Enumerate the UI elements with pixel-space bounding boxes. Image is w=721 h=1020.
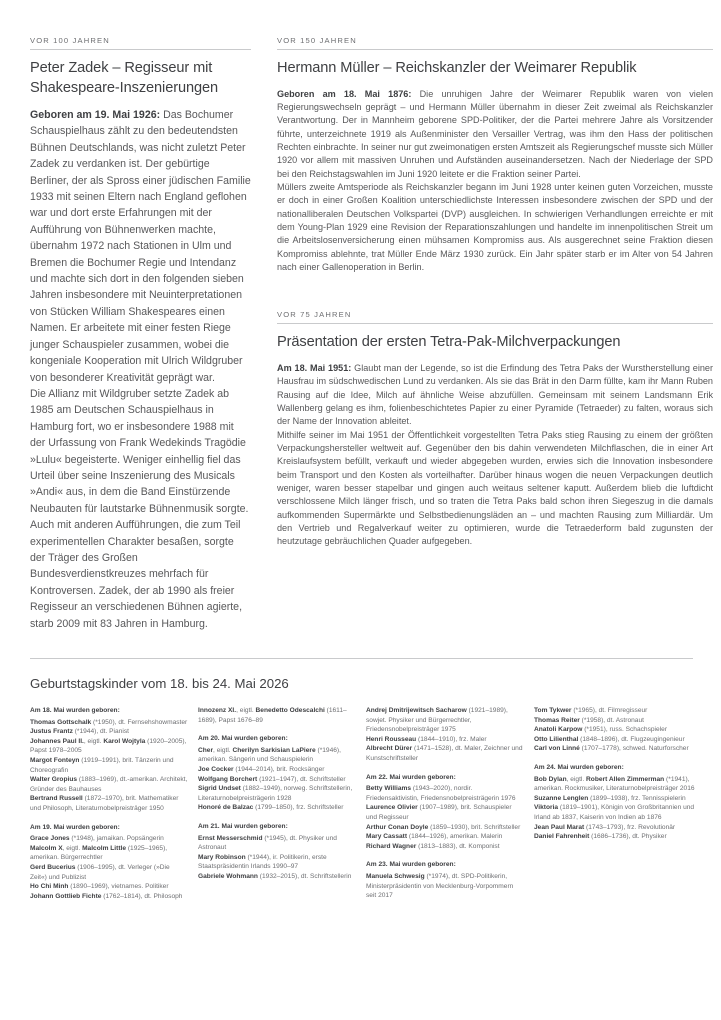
birthday-columns — [30, 706, 693, 901]
birthday-person-detail: (1932–2015), dt. Schriftstellerin — [257, 872, 352, 880]
birthday-entry — [534, 803, 702, 822]
birthday-person-name: Andrej Dmitrijewitsch Sacharow — [366, 707, 467, 714]
birthday-person-detail: (1921–1989), sowjet. Physiker und Bürgerrechtler, Friedensnobelpreisträger 1975 — [366, 707, 508, 734]
birthday-person-detail: (*1941), amerikan. Rockmusiker, Literaturnobelpreisträger 2016 — [534, 775, 695, 793]
paragraph — [30, 107, 251, 386]
birthday-person-name: Joe Cocker — [198, 765, 234, 773]
birthday-entry — [534, 706, 702, 716]
birthday-person-name: Betty Williams — [366, 785, 412, 793]
kicker-vor-150-jahren: VOR 150 JAHREN — [277, 36, 713, 50]
birthday-column — [30, 706, 198, 901]
birthday-person-detail: (*1974), dt. SPD-Politikerin, Ministerpräsidentin von Mecklenburg-Vorpommern seit 2017 — [366, 872, 514, 900]
birthday-person-name: Jean Paul Marat — [534, 823, 585, 831]
birthday-entry — [30, 882, 188, 892]
birthday-entry — [534, 716, 702, 726]
birthday-person-detail: (*1965), dt. Filmregisseur — [571, 707, 648, 714]
birthday-person-name: Suzanne Lenglen — [534, 794, 589, 802]
birthday-person-name: Henri Rousseau — [366, 735, 417, 743]
paragraph — [277, 362, 713, 429]
article-column-right — [277, 36, 713, 549]
birthday-person-name: Laurence Olivier — [366, 804, 418, 812]
birthday-person-detail: (*1948), jamaikan. Popsängerin — [69, 835, 164, 843]
article-lead-mueller: Geboren am 18. Mai 1876: — [277, 88, 412, 99]
birthday-person-name: Margot Fonteyn — [30, 756, 80, 764]
birthday-entry — [366, 872, 524, 901]
birthday-section — [30, 675, 693, 901]
birthday-person-name: Innozenz XI. — [198, 707, 237, 714]
birthday-person-name: Albrecht Dürer — [366, 745, 413, 753]
birthday-person-detail: (1813–1883), dt. Komponist — [416, 842, 500, 850]
birthday-entry — [534, 735, 702, 745]
article-headline-tetrapak: Präsentation der ersten Tetra-Pak-Milchverpackungen — [277, 334, 621, 351]
article-body-zadek — [30, 107, 251, 632]
birthday-person-detail: (1872–1970), brit. Mathematiker und Philosoph, Literaturnobelpreisträger 1950 — [30, 795, 179, 812]
paragraph: Die Allianz mit Wildgruber setzte Zadek ab 1985 am Deutschen Schauspielhaus in Hamburg fort, wo er insbesondere 1988 mit der Urfassung von Frank Wedekinds Tragödie »Lulu« begeisterte. Weniger einhellig fiel das Urteil über seine Inszenierung des Musicals »Andi« aus, in dem die Band Einstürzende Neubauten für lautstarke Bühnenmusik sorgte. Auch mit anderen Aufführungen, die zum Teil experimentellen Charakter besaßen, sorgte der Träger des Großen Bundesverdienstkreuzes mehrfach für Kontroversen. Zadek, der ab 1990 als freier Regisseur an verschiedenen Bühnen agierte, starb 2009 mit 83 Jahren in Hamburg. — [30, 387, 249, 630]
birthday-entry — [30, 756, 188, 775]
birthday-person-detail: (1471–1528), dt. Maler, Zeichner und Kunstschriftsteller — [366, 745, 523, 762]
birthday-person-name: Karol Wojtyla — [103, 737, 146, 745]
birthday-entry — [366, 784, 524, 803]
birthday-person-name: Carl von Linné — [534, 745, 580, 753]
birthday-person-detail: (1921–1947), dt. Schriftsteller — [257, 775, 346, 783]
article-body-tetrapak — [277, 362, 713, 549]
birthday-person-name: Mary Cassatt — [366, 833, 408, 841]
birthday-person-detail: (*1945), dt. Physiker und Astronaut — [198, 834, 337, 852]
paragraph: Müllers zweite Amtsperiode als Reichskanzler begann im Juni 1928 unter keinen guten Vorzeichen, musste er doch in einer Großen Koalition unterschiedlichste Interessen insbesondere zwischen der SPD und der nationalliberalen Deutschen Volkspartei (DVP) ausgleichen. In schwierigen Verhandlungen erreichte er mit dem Young-Plan 1929 eine Revision der Reparationszahlungen und handelte im innenpolitischen Streit um die Arbeitslosenversicherung einen mühsamen Kompromiss aus. Als ausgerechnet seine Fraktion diesen Kompromiss ablehnte, trat Müller Ende März 1930 zurück. Ein Jahr später starb er im Alter von 54 Jahren nach einer Gallenoperation in Berlin. — [277, 181, 713, 272]
birthday-entry — [534, 775, 702, 794]
birthday-person-detail: (1686–1736), dt. Physiker — [589, 833, 667, 841]
birthday-person-detail: (1919–1991), brit. Tänzerin und Choreografin — [30, 756, 174, 774]
birthday-person-name: Daniel Fahrenheit — [534, 833, 590, 841]
paragraph: Mithilfe seiner im Mai 1951 der Öffentlichkeit vorgestellten Tetra Paks stieg Rausing zu einem der größten Verpackungshersteller weltweit auf. Gegenüber den bis dahin verwendeten Milchflaschen, die in einer Art Kreislaufsystem befüllt, verkauft und wieder abgegeben wurden, erwies sich die Innovation insbesondere beim Transport und den Kosten als vorteilhafter. Darüber hinaus wogen die neuen Verpackungen deutlich weniger, waren besser stapelbar und gingen auch weitaus seltener kaputt. Außerdem blieb die luftdicht verschlossene Milch länger frisch, und so traten die Tetra Paks bald schon ihren Siegeszug in die damals aufkommenden Supermärkte und Selbstbedienungsläden an – und machten Rausing zum Milliardär. Um den Vertrieb und Regalverkauf weiter zu optimieren, wurde die Tetraederform bald zugunsten der heutzutage gebräuchlichen Quader aufgegeben. — [277, 429, 713, 547]
birthday-person-name: Johannes Paul II. — [30, 737, 84, 745]
birthday-entry — [534, 832, 702, 842]
birthday-person-name: Bob Dylan — [534, 775, 567, 783]
article-lead-tetrapak: Am 18. Mai 1951: — [277, 362, 352, 373]
birthday-person-detail: , eigtl. — [236, 707, 256, 714]
birthday-entry — [198, 872, 356, 882]
birthday-entry — [30, 794, 188, 813]
birthday-entry — [30, 844, 188, 863]
birthday-person-detail: (1819–1901), Königin von Großbritannien und Irland ab 1837, Kaiserin von Indien ab 1876 — [534, 804, 695, 821]
birthday-person-detail: (1883–1969), dt.-amerikan. Architekt, Gründer des Bauhauses — [30, 776, 188, 793]
birthday-entry — [534, 725, 702, 735]
birthday-day-label: Am 18. Mai wurden geboren: — [30, 707, 120, 714]
birthday-person-detail: (1844–1910), frz. Maler — [416, 735, 487, 743]
birthday-person-name: Wolfgang Borchert — [198, 775, 258, 783]
top-articles-area — [30, 36, 714, 632]
section-divider — [30, 658, 693, 659]
birthday-person-name: Manuela Schwesig — [366, 872, 425, 880]
kicker-vor-75-jahren: VOR 75 JAHREN — [277, 310, 713, 324]
birthday-person-name: Otto Lilienthal — [534, 735, 579, 743]
birthday-person-detail: , eigtl. — [566, 775, 587, 783]
article-headline-mueller: Hermann Müller – Reichskanzler der Weimarer Republik — [277, 60, 637, 76]
birthday-person-name: Walter Gropius — [30, 776, 78, 784]
birthday-person-name: Benedetto Odescalchi — [255, 707, 325, 714]
birthday-person-name: Grace Jones — [30, 835, 70, 843]
birthday-person-detail: (*1950), dt. Fernsehshowmaster — [91, 718, 188, 726]
birthday-person-detail: (1844–1926), amerikan. Malerin — [407, 833, 503, 841]
birthday-entry — [30, 834, 188, 844]
birthday-person-detail: (1799–1850), frz. Schriftsteller — [253, 804, 344, 812]
birthday-person-name: Richard Wagner — [366, 842, 417, 850]
birthday-entry — [366, 832, 524, 842]
article-body-mueller — [277, 88, 713, 275]
birthday-entry — [198, 765, 356, 775]
birthday-person-detail: (1943–2020), nordir. Friedensaktivistin, Friedensnobelpreisträgerin 1976 — [366, 785, 516, 802]
birthday-section-title: Geburtstagskinder vom 18. bis 24. Mai 2026 — [30, 676, 289, 691]
birthday-person-name: Sigrid Undset — [198, 785, 241, 793]
birthday-entry — [30, 775, 188, 794]
birthday-person-name: Gabriele Wohmann — [198, 872, 258, 880]
birthday-person-name: Tom Tykwer — [534, 707, 572, 714]
birthday-person-detail: (1707–1778), schwed. Naturforscher — [579, 745, 689, 753]
birthday-entry — [198, 746, 356, 765]
birthday-column — [366, 706, 534, 901]
birthday-day-label: Am 21. Mai wurden geboren: — [198, 822, 288, 830]
article-headline-zadek: Peter Zadek – Regisseur mit Shakespeare-Inszenierungen — [30, 60, 219, 96]
birthday-person-name: Thomas Reiter — [534, 716, 580, 724]
birthday-person-name: Malcolm X — [30, 844, 63, 852]
birthday-person-name: Anatoli Karpow — [534, 726, 583, 734]
birthday-entry — [198, 784, 356, 803]
birthday-entry — [30, 892, 188, 902]
birthday-person-detail: (1944–2014), brit. Rocksänger — [233, 765, 325, 773]
birthday-person-detail: (1611–1689), Papst 1676–89 — [198, 707, 347, 724]
birthday-entry — [534, 744, 702, 754]
article-lead-zadek: Geboren am 19. Mai 1926: — [30, 109, 161, 121]
birthday-entry — [366, 744, 524, 763]
birthday-person-name: Malcolm Little — [82, 844, 127, 852]
birthday-person-detail: (*1944), dt. Pianist — [72, 728, 129, 736]
birthday-entry — [198, 853, 356, 872]
birthday-person-name: Honoré de Balzac — [198, 804, 254, 812]
birthday-entry — [534, 823, 702, 833]
birthday-column — [198, 706, 366, 901]
birthday-person-detail: (1743–1793), frz. Revolutionär — [584, 823, 676, 831]
birthday-day-label: Am 19. Mai wurden geboren: — [30, 823, 120, 831]
birthday-person-name: Arthur Conan Doyle — [366, 823, 429, 831]
birthday-person-name: Thomas Gottschalk — [30, 718, 92, 726]
birthday-entry — [366, 823, 524, 833]
birthday-person-detail: (1882–1949), norweg. Schriftstellerin, Literaturnobelpreisträgerin 1928 — [198, 785, 353, 802]
birthday-entry — [366, 842, 524, 852]
birthday-person-detail: (1890–1969), vietnames. Politiker — [68, 883, 169, 891]
birthday-person-detail: (1920–2005), Papst 1978–2005 — [30, 737, 187, 755]
birthday-person-name: Gerd Bucerius — [30, 863, 76, 871]
birthday-entry — [30, 718, 188, 728]
birthday-entry — [30, 727, 188, 737]
birthday-entry — [534, 794, 702, 804]
birthday-person-name: Ho Chi Minh — [30, 883, 69, 891]
birthday-person-name: Cherilyn Sarkisian LaPiere — [232, 746, 316, 754]
birthday-person-detail: (1925–1965), amerikan. Bürgerrechtler — [30, 844, 168, 862]
article-body-text-1: Die unruhigen Jahre der Weimarer Republik waren von vielen Regierungswechseln geprägt – und Hermann Müller übernahm in dieser Zeit zweimal als Reichskanzler Verantwortung. Der in Mannheim geborene SPD-Politiker, der die Partei mehrere Jahre als Vorsitzender führte, unterzeichnete 1919 als Außenminister den Versailler Vertrag, was ihm den Hass der politischen Rechten einbrachte. In seiner nur gut zweimonatigen ersten Amtszeit als Regierungschef musste sich Müller 1920 vor allem mit massiven Unruhen und Aufständen auseinandersetzen. Nach der Niederlage der SPD bei den Reichstagswahlen im Juni 1920 leitete er die Fraktion seiner Partei. — [277, 88, 714, 179]
article-body-text-1: Das Bochumer Schauspielhaus zählt zu den bedeutendsten Bühnen Deutschlands, was nicht zuletzt Peter Zadek zu verdanken ist. Der gebürtige Berliner, der als Spross einer jüdischen Familie 1933 mit seinen Eltern nach England geflohen war und dort erste Erfahrungen mit der Aufführung von Bühnenwerken machte, übernahm 1972 nach Stationen in Ulm und Bremen die Bochumer Regie und Intendanz und machte sich dort in den folgenden sieben Jahren insbesondere mit Neuinterpretationen von Stücken William Shakespeares einen Namen. Er arbeitete mit einer festen Riege junger Schauspieler zusammen, wobei die kongeniale Kooperation mit Ulrich Wildgruber von besonderer Kreativität geprägt war. — [30, 109, 251, 384]
birthday-person-detail: (1762–1814), dt. Philosoph — [101, 892, 183, 900]
birthday-person-name: Johann Gottlieb Fichte — [30, 892, 102, 900]
birthday-person-detail: , eigtl. — [62, 844, 83, 852]
birthday-person-detail: (1859–1930), brit. Schriftsteller — [428, 823, 521, 831]
birthday-day-label: Am 24. Mai wurden geboren: — [534, 763, 624, 771]
birthday-person-detail: , eigtl. — [213, 746, 233, 754]
article-column-left — [30, 36, 251, 632]
kicker-vor-100-jahren: VOR 100 JAHREN — [30, 36, 251, 50]
birthday-entry — [198, 775, 356, 785]
birthday-person-detail: (*1944), ir. Politikerin, erste Staatspräsidentin Irlands 1990–97 — [198, 853, 327, 871]
birthday-entry — [198, 706, 356, 725]
birthday-person-detail: (1907–1989), brit. Schauspieler und Regisseur — [366, 804, 512, 821]
paragraph — [277, 88, 713, 181]
birthday-entry — [198, 834, 356, 853]
birthday-entry — [366, 803, 524, 822]
birthday-person-name: Robert Allen Zimmerman — [586, 775, 665, 783]
birthday-day-label: Am 22. Mai wurden geboren: — [366, 773, 456, 781]
birthday-person-name: Cher — [198, 746, 214, 754]
birthday-person-detail: (1899–1938), frz. Tennisspielerin — [588, 794, 686, 802]
birthday-person-detail: (1906–1995), dt. Verleger (»Die Zeit«) und Publizist — [30, 863, 170, 881]
birthday-person-detail: (*1958), dt. Astronaut — [579, 716, 644, 724]
article-body-text-1: Glaubt man der Legende, so ist die Erfindung des Tetra Paks der Wurstherstellung einer Hausfrau im südschwedischen Lund zu verdanken. Als sie das Brät in den Darm füllte, kam ihr Mann Ruben Rausing auf die Idee, Milch auf ähnliche Weise abzufüllen. Gemeinsam mit seinem Landsmann Erik Wallenberg gelang es ihm, folienbeschichtetes Papier zu einer Pyramide (Tetraeder) zu falten, woraus sich der Name der Innovation ableitet. — [277, 362, 713, 427]
birthday-person-name: Viktoria — [534, 804, 559, 812]
birthday-person-detail: , eigtl. — [83, 737, 104, 745]
birthday-person-name: Ernst Messerschmid — [198, 834, 263, 842]
birthday-day-label: Am 23. Mai wurden geboren: — [366, 861, 456, 869]
birthday-person-name: Mary Robinson — [198, 853, 246, 861]
birthday-entry — [30, 737, 188, 756]
birthday-person-name: Justus Frantz — [30, 728, 73, 736]
birthday-day-label: Am 20. Mai wurden geboren: — [198, 735, 288, 743]
birthday-person-detail: (*1946), amerikan. Sängerin und Schauspielerin — [198, 746, 341, 764]
birthday-person-detail: (*1951), russ. Schachspieler — [582, 726, 668, 734]
birthday-column — [534, 706, 702, 901]
birthday-entry — [366, 735, 524, 745]
birthday-person-name: Bertrand Russell — [30, 795, 83, 803]
birthday-entry — [30, 863, 188, 882]
birthday-entry — [366, 706, 524, 735]
birthday-entry — [198, 803, 356, 813]
birthday-person-detail: (1848–1896), dt. Flugzeugingenieur — [578, 735, 685, 743]
